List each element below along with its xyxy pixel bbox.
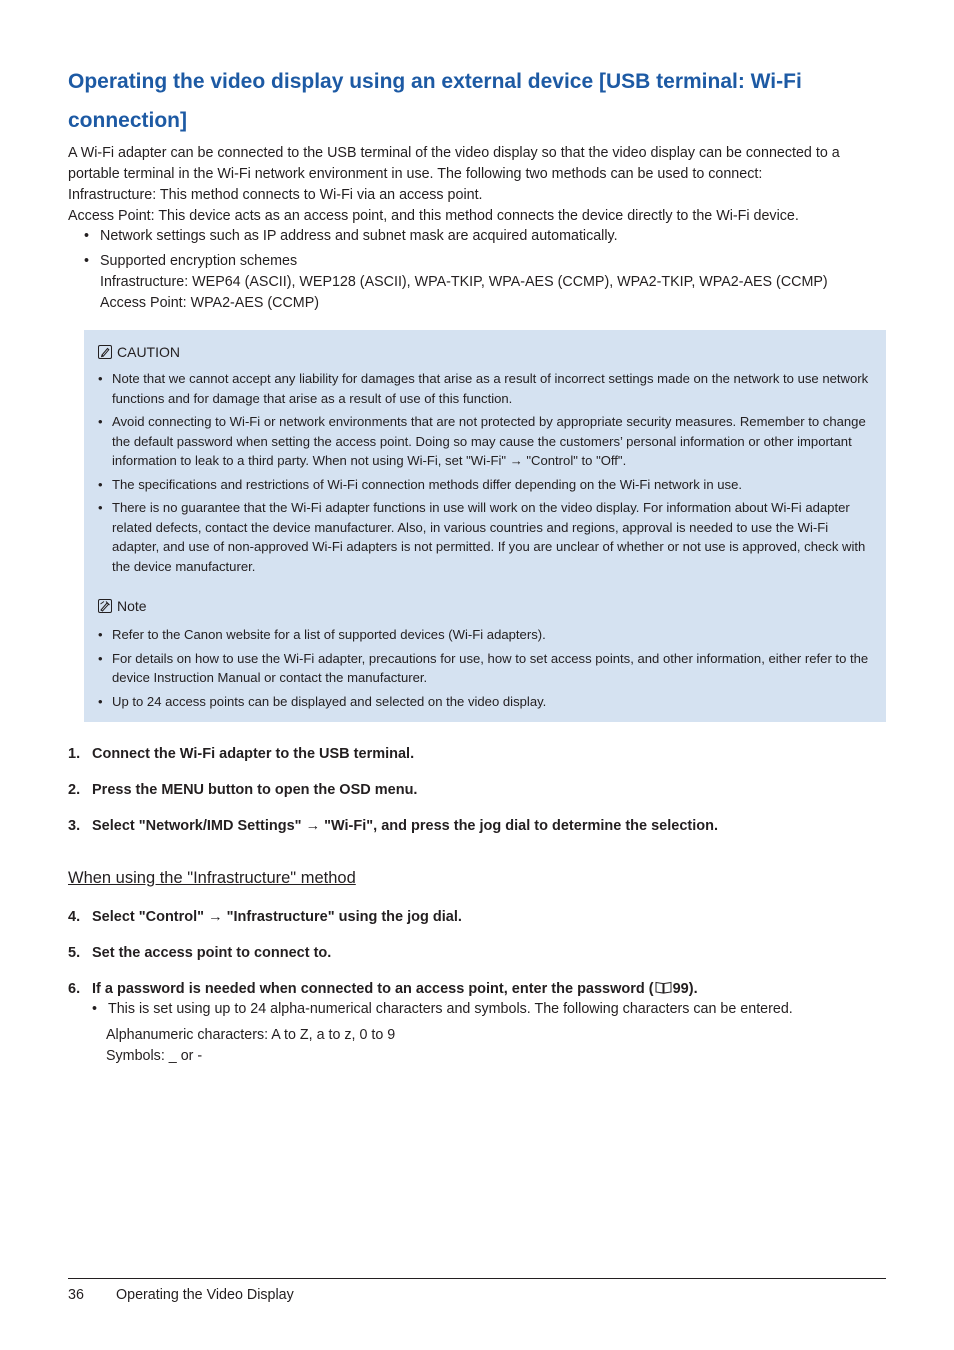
footer-section: Operating the Video Display (116, 1287, 294, 1303)
page-footer (68, 1285, 294, 1305)
list-item: • Refer to the Canon website for a list of supported devices (Wi-Fi adapters). (98, 625, 874, 645)
note-label: Note (117, 598, 147, 614)
step-6: 6. If a password is needed when connected to an access point, enter the password ( 99). (68, 981, 698, 997)
bullet-encryption-title: • Supported encryption schemes (100, 253, 298, 269)
list-item: • Up to 24 access points can be displayed and selected on the video display. (98, 692, 874, 712)
list-item: • There is no guarantee that the Wi-Fi adapter functions in use will work on the video display. For information about Wi-Fi adapter related defects, contact the device manufacturer. Also, in various countries and regions, approval is needed to use the Wi-Fi adapter, and use of non-approved Wi-Fi adapters is not permitted. If you are unclear of whether or not use is approved, check with the device manufacturer. (98, 498, 874, 576)
step-text: Select "Network/IMD Settings" → "Wi-Fi", and press the jog dial to determine the selection. (92, 818, 718, 834)
step-text: Press the MENU button to open the OSD menu. (92, 782, 418, 798)
step6-bullet: • This is set using up to 24 alpha-numerical characters and symbols. The following characters can be entered. (92, 999, 882, 1020)
caution-label: CAUTION (117, 344, 180, 360)
footer-divider (68, 1278, 886, 1279)
step-4: 4. Select "Control" → "Infrastructure" using the jog dial. (68, 909, 462, 925)
intro-text (68, 143, 888, 227)
step-5: 5. Set the access point to connect to. (68, 945, 332, 961)
list-item: • For details on how to use the Wi-Fi adapter, precautions for use, how to set access points, and other information, either refer to the device Instruction Manual or contact the manufacturer. (98, 649, 874, 688)
intro-paragraph: A Wi-Fi adapter can be connected to the USB terminal of the video display so that the video display can be connected to a portable terminal in the Wi-Fi network environment in use. The following two methods can be used to connect: (68, 145, 840, 182)
step-text: Select "Control" → "Infrastructure" using the jog dial. (92, 909, 462, 925)
step-3: 3. Select "Network/IMD Settings" → "Wi-Fi", and press the jog dial to determine the selection. (68, 818, 718, 834)
intro-infrastructure: Infrastructure: This method connects to Wi-Fi via an access point. (68, 187, 483, 203)
bullet-encryption-ap: Access Point: WPA2-AES (CCMP) (100, 295, 319, 311)
list-item: • The specifications and restrictions of Wi-Fi connection methods differ depending on the Wi-Fi network in use. (98, 475, 874, 495)
page-title: Operating the video display using an external device [USB terminal: Wi-Fi connection] (68, 70, 802, 132)
infrastructure-subheading: When using the "Infrastructure" method (68, 869, 356, 887)
list-item (82, 226, 882, 247)
allowed-characters (106, 1025, 882, 1067)
page-number: 36 (68, 1287, 84, 1303)
bullet-encryption-infra: Infrastructure: WEP64 (ASCII), WEP128 (ASCII), WPA-TKIP, WPA-AES (CCMP), WPA2-TKIP, WPA2-AES (CCMP) (100, 274, 828, 290)
caution-pencil-icon (98, 345, 112, 359)
alnum-characters: Alphanumeric characters: A to Z, a to z, 0 to 9 (106, 1027, 396, 1043)
note-list (98, 625, 874, 715)
list-item: • Avoid connecting to Wi-Fi or network environments that are not protected by appropriate security measures. Remember to change the default password when setting the access point. Doing so may cause the customers’ personal information or other important information to leak to a third party. When not using Wi-Fi, set "Wi-Fi" → "Control" to "Off". (98, 412, 874, 471)
intro-bullets (82, 226, 882, 318)
intro-access-point: Access Point: This device acts as an access point, and this method connects the device directly to the Wi-Fi device. (68, 208, 799, 224)
page-reference[interactable]: 99 (672, 981, 689, 997)
step-text: Set the access point to connect to. (92, 945, 332, 961)
symbol-characters: Symbols: _ or - (106, 1048, 203, 1064)
book-reference-icon (655, 980, 672, 993)
caution-heading (98, 343, 180, 361)
note-pencil-icon (98, 599, 112, 613)
note-heading (98, 597, 147, 615)
step-text: If a password is needed when connected to an access point, enter the password ( (92, 981, 654, 997)
step6-details (92, 999, 882, 1067)
caution-list (98, 369, 874, 580)
bullet-network: Network settings such as IP address and subnet mask are acquired automatically. (100, 228, 618, 244)
step-1: 1. Connect the Wi-Fi adapter to the USB terminal. (68, 746, 415, 762)
step-text: Connect the Wi-Fi adapter to the USB terminal. (92, 746, 415, 762)
step-2: 2. Press the MENU button to open the OSD menu. (68, 782, 418, 798)
list-item: • Note that we cannot accept any liability for damages that arise as a result of incorrect settings made on the network to use network functions and for damage that arise as a result of use of this function. (98, 369, 874, 408)
list-item (82, 251, 882, 314)
caution-note-box (84, 330, 886, 722)
